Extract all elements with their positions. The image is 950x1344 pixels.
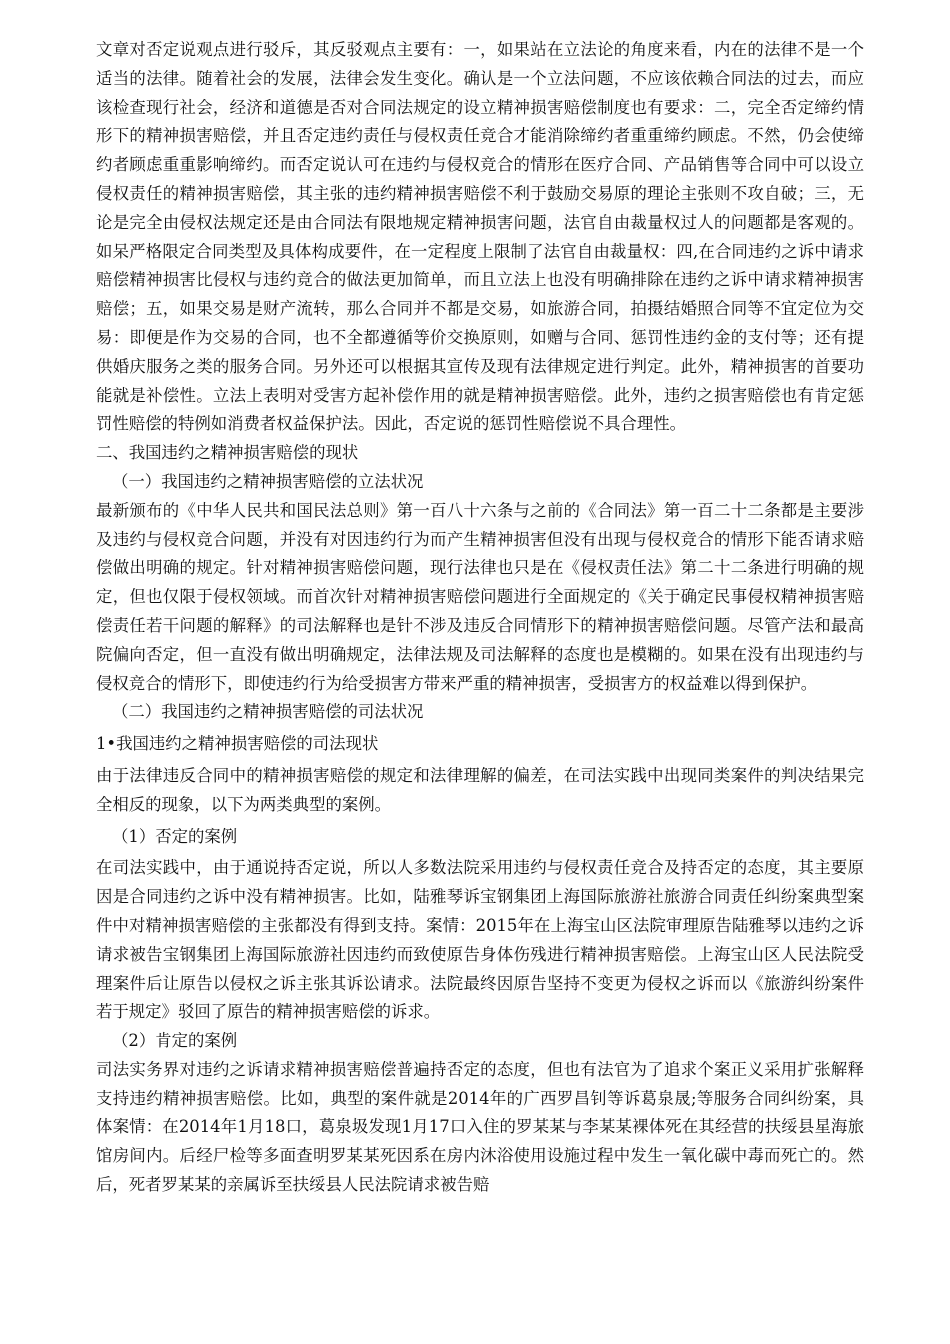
case-heading-negative: （1）否定的案例 [112, 826, 238, 846]
sub-subsection-heading: 1•我国违约之精神损害赔偿的司法现状 [96, 734, 379, 754]
case-heading-positive: （2）肯定的案例 [112, 1031, 238, 1051]
paragraph-judicial-intro: 由于法律违反合同中的精神损害赔偿的规定和法律理解的偏差，在司法实践中出现同类案件的判决结果完全相反的现象，以下为两类典型的案例。 [96, 765, 864, 814]
subsection-heading-legislation: （一）我国违约之精神损害赔偿的立法状况 [112, 471, 424, 491]
section-heading: 二、我国违约之精神损害赔偿的现状 [96, 443, 359, 463]
subsection-heading-judicial: （二）我国违约之精神损害赔偿的司法状况 [112, 702, 424, 722]
paragraph-rebuttal: 文章对否定说观点进行驳斥，其反驳观点主要有：一，如果站在立法论的角度来看，内在的法律不是一个适当的法律。随着社会的发展，法律会发生变化。确认是一个立法问题，不应该依赖合同法的过去，而应该检查现行社会，经济和道德是否对合同法规定的设立精神损害赔偿制度也有要求：二，完全否定缔约情形下的精神损害赔偿，并且否定违约责任与侵权责任竞合才能消除缔约者重重缔约顾虑。不然，仍会使缔约者顾虑重重影响缔约。而否定说认可在违约与侵权竞合的情形在医疗合同、产品销售等合同中可以设立侵权责任的精神损害赔偿，其主张的违约精神损害赔偿不利于鼓励交易原的理论主张则不攻自破；三，无论是完全由侵权法规定还是由合同法有限地规定精神损害问题，法官自由裁量权过人的问题都是客观的。如呆严格限定合同类型及具体构成要件，在一定程度上限制了法官自由裁量权：四,在合同违约之诉中请求赔偿精神损害比侵权与违约竞合的做法更加简单，而且立法上也没有明确排除在违约之诉中请求精神损害赔偿；五，如果交易是财产流转，那么合同并不都是交易，如旅游合同，拍摄结婚照合同等不宜定位为交易：即便是作为交易的合同，也不全都遵循等价交换原则，如赠与合同、惩罚性违约金的支付等；还有提供婚庆服务之类的服务合同。另外还可以根据其宣传及现有法律规定进行判定。此外，精神损害的首要功能就是补偿性。立法上表明对受害方起补偿作用的就是精神损害赔偿。此外，违约之损害赔偿也有肯定惩罚性赔偿的特例如消费者权益保护法。因此，否定说的惩罚性赔偿说不具合理性。 [96, 40, 864, 434]
paragraph-negative-case: 在司法实践中，由于通说持否定说，所以人多数法院采用违约与侵权责任竞合及持否定的态度，其主要原因是合同违约之诉中没有精神损害。比如，陆雅琴诉宝钢集团上海国际旅游社旅游合同责任纠纷案典型案件中对精神损害赔偿的主张都没有得到支持。案情：2015年在上海宝山区法院审理原告陆雅琴以违约之诉请求被告宝钢集团上海国际旅游社因违约而致使原告身体伤残进行精神损害赔偿。上海宝山区人民法院受理案件后让原告以侵权之诉主张其诉讼请求。法院最终因原告坚持不变更为侵权之诉而以《旅游纠纷案件若于规定》驳回了原告的精神损害赔偿的诉求。 [96, 858, 864, 1022]
document-page [96, 36, 864, 1200]
paragraph-legislation: 最新颁布的《中华人民共和国民法总则》第一百八十六条与之前的《合同法》第一百二十二条都是主要涉及违约与侵权竞合问题，并没有对因违约行为而产生精神损害但没有出现与侵权竞合的情形下能否请求赔偿做出明确的规定。针对精神损害赔偿问题，现行法律也只是在《侵权责任法》第二十二条进行明确的规定，但也仅限于侵权领域。而首次针对精神损害赔偿问题进行全面规定的《关于确定民事侵权精神损害赔偿责任若干问题的解释》的司法解释也是针不涉及违反合同情形下的精神损害赔偿问题。尽管产法和最高院偏向否定，但一直没有做出明确规定，法律法规及司法解释的态度也是模糊的。如果在没有出现违约与侵权竞合的情形下，即使违约行为给受损害方带来严重的精神损害，受损害方的权益难以得到保护。 [96, 500, 864, 693]
paragraph-positive-case: 司法实务界对违约之诉请求精神损害赔偿普遍持否定的态度，但也有法官为了追求个案正义采用扩张解释支持违约精神损害赔偿。比如，典型的案件就是2014年的广西罗昌钊等诉葛泉晟;等服务合同纠纷案，具体案情：在2014年1月18口，葛泉圾发现1月17口入住的罗某某与李某某裸体死在其经营的扶绥县星海旅馆房间内。后经尸检等多面查明罗某某死因系在房内沐浴使用设施过程中发生一氧化碳中毒而死亡的。然后，死者罗某某的亲属诉至扶绥县人民法院请求被告赔 [96, 1059, 864, 1195]
